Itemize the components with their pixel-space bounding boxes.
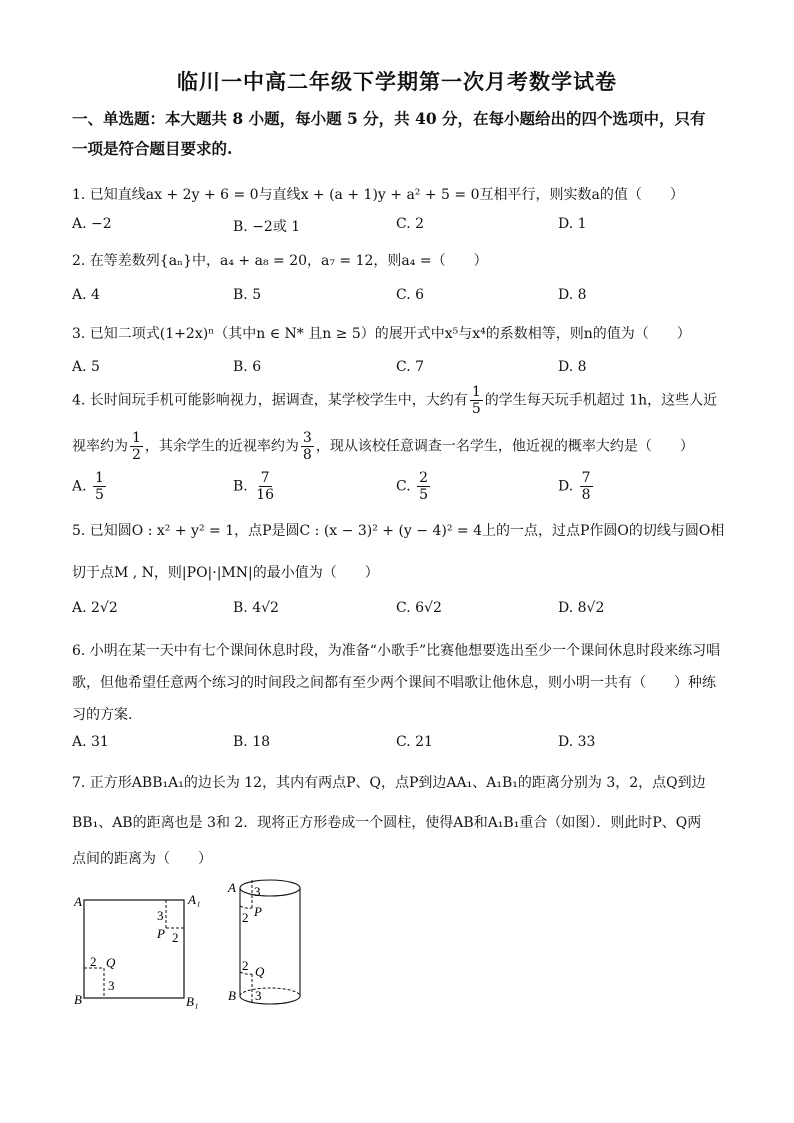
label-two-p: 2 xyxy=(172,930,179,945)
question-4-line2 xyxy=(72,430,732,463)
question-4-line1 xyxy=(72,384,732,417)
q6-option-a[interactable]: A. 31 xyxy=(72,734,109,750)
section-header xyxy=(72,104,732,164)
q3-option-b[interactable]: B. 6 xyxy=(233,359,262,375)
q3-option-c[interactable]: C. 7 xyxy=(396,359,425,375)
frac-den: 5 xyxy=(419,487,429,503)
q4-text-a: 4. 长时间玩手机可能影响视力，据调查，某学校学生中，大约有 xyxy=(72,392,468,409)
q4-option-c[interactable] xyxy=(396,470,432,503)
label-three-p: 3 xyxy=(157,908,164,923)
question-2-text: 2. 在等差数列{aₙ}中，a₄ + a₈ = 20，a₇ = 12，则a₄ =（ ） xyxy=(72,253,488,269)
q2-option-b[interactable]: B. 5 xyxy=(233,287,262,303)
label-q: Q xyxy=(255,964,265,979)
q2-option-a[interactable]: A. 4 xyxy=(72,287,100,303)
frac-num: 1 xyxy=(471,384,481,400)
label-b: B xyxy=(74,992,82,1007)
q1-option-c[interactable]: C. 2 xyxy=(396,216,425,232)
option-label: B. xyxy=(233,478,248,495)
frac-num: 7 xyxy=(581,470,591,486)
label-three-bot: 3 xyxy=(255,988,262,1003)
q1-option-b[interactable]: B. −2或 1 xyxy=(233,219,301,235)
q1-option-d[interactable]: D. 1 xyxy=(558,216,587,232)
option-fraction xyxy=(254,470,276,503)
label-p: P xyxy=(157,926,165,941)
label-a: A xyxy=(74,894,82,909)
frac-den: 5 xyxy=(471,401,481,417)
q4-text-c: 视率约为 xyxy=(72,438,128,455)
frac-den: 2 xyxy=(132,447,141,463)
square-outline xyxy=(84,900,184,998)
option-label: C. xyxy=(396,478,411,495)
q5-option-b[interactable]: B. 4√2 xyxy=(233,600,279,616)
q4-fraction-1-5 xyxy=(470,384,483,417)
label-two-q: 2 xyxy=(90,954,97,969)
q5-option-a[interactable]: A. 2√2 xyxy=(72,600,118,616)
section-header-line2: 一项是符合题目要求的. xyxy=(72,139,233,158)
question-6-line2: 歌，但他希望任意两个练习的时间段之间都有至少两个课间不唱歌让他休息，则小明一共有（ ）种练 xyxy=(72,675,716,691)
q6-option-b[interactable]: B. 18 xyxy=(233,734,271,750)
q5-option-d[interactable]: D. 8√2 xyxy=(558,600,605,616)
cylinder-top xyxy=(240,880,300,896)
frac-num: 1 xyxy=(132,430,141,446)
q6-option-d[interactable]: D. 33 xyxy=(558,734,596,750)
q2-option-c[interactable]: C. 6 xyxy=(396,287,425,303)
question-7-line3: 点间的距离为（ ） xyxy=(72,851,212,867)
frac-den: 5 xyxy=(95,487,104,503)
label-b1: B₁ xyxy=(186,994,199,1009)
cylinder-figure xyxy=(222,872,322,1012)
question-6-line1: 6. 小明在某一天中有七个课间休息时段，为准备“小歌手”比赛他想要选出至少一个课间休息时段来练习唱 xyxy=(72,643,721,659)
option-label: D. xyxy=(558,478,574,495)
question-5-line1: 5. 已知圆O : x² + y² = 1，点P是圆C : (x − 3)² + (y − 4)² = 4上的一点，过点P作圆O的切线与圆O相 xyxy=(72,523,725,539)
frac-num: 7 xyxy=(260,470,270,486)
question-5-line2: 切于点M , N，则|PO|·|MN|的最小值为（ ） xyxy=(72,565,379,581)
label-a1: A₁ xyxy=(188,892,201,907)
q4-option-d[interactable] xyxy=(558,470,595,503)
frac-num: 2 xyxy=(419,470,429,486)
question-6-line3: 习的方案. xyxy=(72,707,133,723)
page-title: 临川一中高二年级下学期第一次月考数学试卷 xyxy=(177,69,617,94)
q4-text-d: ，其余学生的近视率约为 xyxy=(144,438,299,455)
label-three-q: 3 xyxy=(108,978,115,993)
cylinder-bottom-back xyxy=(240,988,300,996)
section-header-line1: 一、单选题：本大题共 8 小题，每小题 5 分，共 40 分，在每小题给出的四个选项中，只有 xyxy=(72,109,706,128)
q3-option-d[interactable]: D. 8 xyxy=(558,359,587,375)
option-fraction xyxy=(580,470,593,503)
q1-option-a[interactable]: A. −2 xyxy=(72,216,112,232)
q4-fraction-3-8 xyxy=(301,430,314,463)
p-dash-arc xyxy=(240,906,252,908)
question-3-text: 3. 已知二项式(1+2x)ⁿ（其中n ∈ N* 且n ≥ 5）的展开式中x⁵与x⁴的系数相等，则n的值为（ ） xyxy=(72,326,691,342)
q4-text-e: ，现从该校任意调查一名学生，他近视的概率大约是（ ） xyxy=(315,438,694,455)
q3-option-a[interactable]: A. 5 xyxy=(72,359,100,375)
q4-option-b[interactable] xyxy=(233,470,278,503)
frac-num: 1 xyxy=(95,470,104,486)
frac-den: 8 xyxy=(581,487,591,503)
cylinder-bottom-front xyxy=(240,996,300,1004)
label-two-q: 2 xyxy=(242,958,249,973)
question-7-line2: BB₁、AB的距离也是 3和 2．现将正方形卷成一个圆柱，使得AB和A₁B₁重合（如图）．则此时P、Q两 xyxy=(72,815,702,831)
frac-den: 16 xyxy=(256,487,275,503)
square-figure xyxy=(68,880,208,1010)
question-1-text: 1. 已知直线ax + 2y + 6 = 0与直线x + (a + 1)y + a² + 5 = 0互相平行，则实数a的值（ ） xyxy=(72,187,684,203)
question-7-line1: 7. 正方形ABB₁A₁的边长为 12，其内有两点P、Q，点P到边AA₁、A₁B₁的距离分别为 3，2，点Q到边 xyxy=(72,775,706,791)
label-three-top: 3 xyxy=(254,884,261,899)
label-two-p: 2 xyxy=(242,910,249,925)
q4-option-a[interactable] xyxy=(72,470,108,503)
q2-option-d[interactable]: D. 8 xyxy=(558,287,587,303)
q4-fraction-1-2 xyxy=(130,430,143,463)
option-label: A. xyxy=(72,478,87,495)
q4-text-b: 的学生每天玩手机超过 1h，这些人近 xyxy=(484,392,718,409)
option-fraction xyxy=(93,470,106,503)
label-q: Q xyxy=(106,955,116,970)
label-p: P xyxy=(254,904,262,919)
q6-option-c[interactable]: C. 21 xyxy=(396,734,433,750)
label-a: A xyxy=(228,880,236,895)
frac-den: 8 xyxy=(302,447,312,463)
label-b: B xyxy=(228,988,236,1003)
frac-num: 3 xyxy=(302,430,312,446)
q5-option-c[interactable]: C. 6√2 xyxy=(396,600,442,616)
option-fraction xyxy=(417,470,430,503)
